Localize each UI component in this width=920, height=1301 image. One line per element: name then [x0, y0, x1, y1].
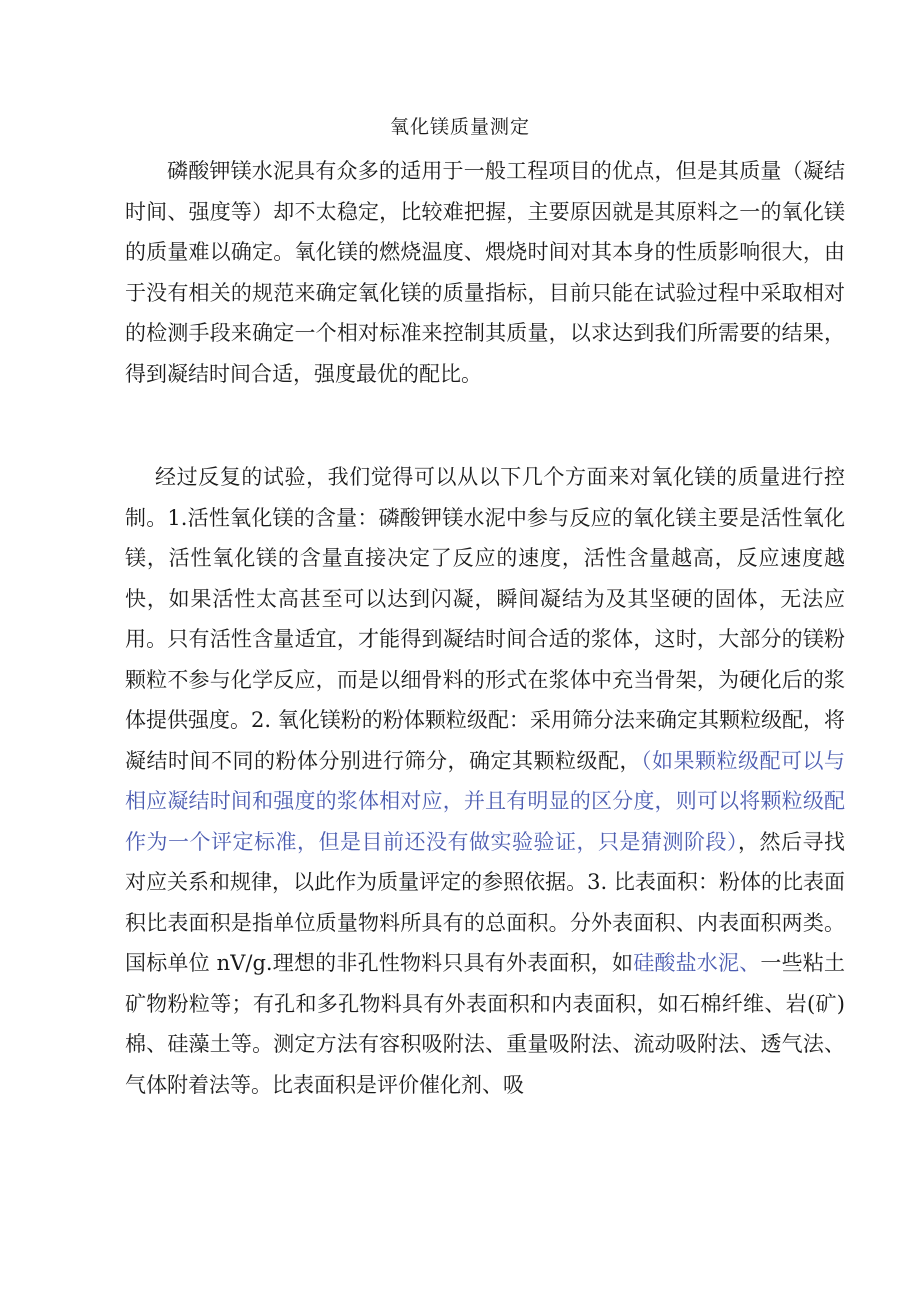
document-title: 氧化镁质量测定 [389, 116, 530, 138]
paragraph-text-part1: 经过反复的试验，我们觉得可以从以下几个方面来对氧化镁的质量进行控制。1.活性氧化镁的含量：磷酸钾镁水泥中参与反应的氧化镁主要是活性氧化镁，活性氧化镁的含量直接决定了反应的速度，活性含量越高，反应速度越快，如果活性太高甚至可以达到闪凝，瞬间凝结为及其坚硬的固体，无法应用。只有活性含量适宜，才能得到凝结时间合适的浆体，这时，大部分的镁粉颗粒不参与化学反应，而是以细骨料的形式在浆体中充当骨架，为硬化后的浆体提供强度。2. 氧化镁粉的粉体颗粒级配：采用筛分法来确定其颗粒级配，将凝结时间不同的粉体分别进行筛分，确定其颗粒级配， [125, 465, 845, 773]
paragraph-intro: 磷酸钾镁水泥具有众多的适用于一般工程项目的优点，但是其质量（凝结时间、强度等）却不太稳定，比较难把握，主要原因就是其原料之一的氧化镁的质量难以确定。氧化镁的燃烧温度、煨烧时间对其本身的性质影响很大，由于没有相关的规范来确定氧化镁的质量指标，目前只能在试验过程中采取相对的检测手段来确定一个相对标准来控制其质量，以求达到我们所需要的结果，得到凝结时间合适，强度最优的配比。 [125, 159, 845, 386]
grading-note: （如果颗粒级配可以与相应凝结时间和强度的浆体相对应，并且有明显的区分度，则可以将颗粒级配作为一个评定标准，但是目前还没有做实验验证，只是猜测阶段） [125, 748, 845, 854]
paragraph-text-part2: ，然后寻找对应关系和规律，以此作为质量评定的参照依据。3. 比表面积：粉体的比表面积比表面积是指单位质量物料所具有的总面积。分外表面积、内表面积两类。国标单位 nV/g.理想的非孔性物料只具有外表面积，如 [125, 829, 845, 975]
paragraph-text-part3: 一些粘土矿物粉粒等；有孔和多孔物料具有外表面积和内表面积，如石棉纤维、岩(矿)棉、硅藻土等。测定方法有容积吸附法、重量吸附法、流动吸附法、透气法、气体附着法等。比表面积是评价催化剂、吸 [125, 951, 846, 1097]
paragraph-quality-control [125, 457, 845, 1105]
silicate-cement-link[interactable]: 硅酸盐水泥、 [633, 951, 761, 975]
